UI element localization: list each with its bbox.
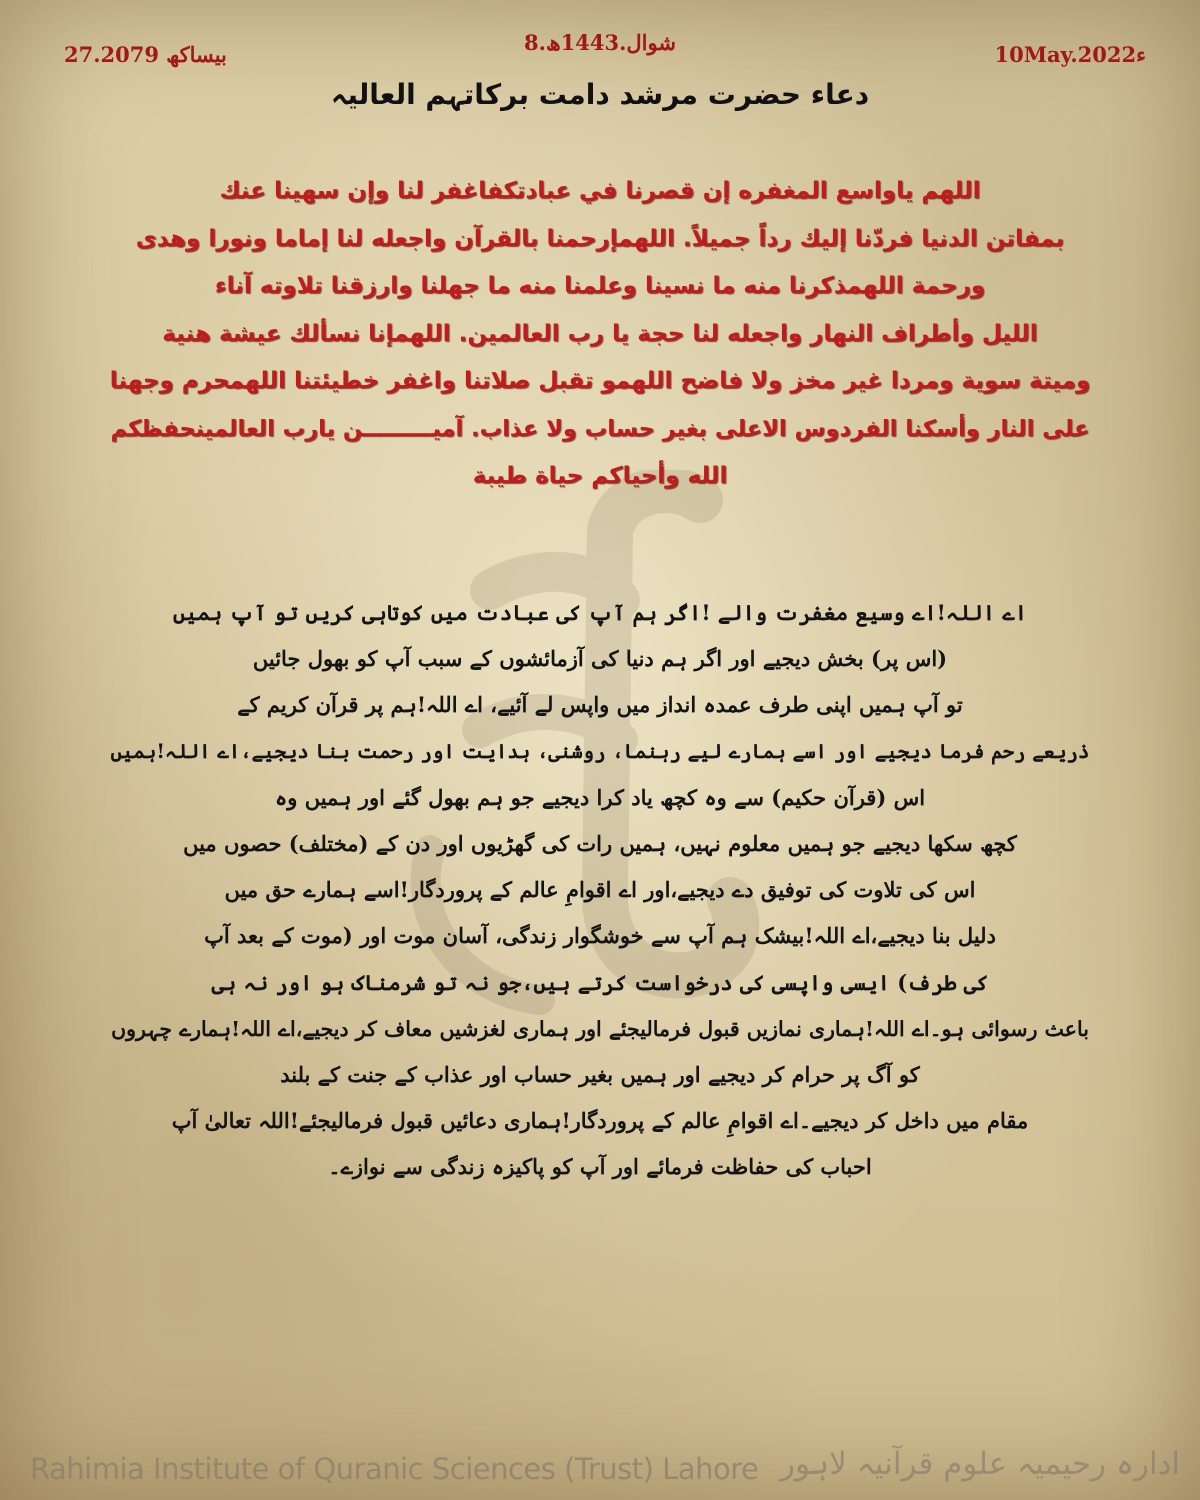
urdu-line: اس کی تلاوت کی توفیق دے دیجیے،اور اے اقوامِ عالم کے پروردگار!اسے ہمارے حق میں — [224, 877, 976, 903]
arabic-dua-block — [100, 168, 1100, 501]
institute-name-urdu: ادارہ رحیمیہ علوم قرآنیہ لاہور — [780, 1446, 1180, 1482]
institute-name-english: Rahimia Institute of Quranic Sciences (Trust) Lahore — [30, 1452, 759, 1486]
urdu-line: کی طرف) ایسی واپسی کی درخواست کرتے ہیں،جو نہ تو شرمناک ہو اور نہ ہی — [211, 969, 989, 995]
footer — [0, 1446, 1200, 1492]
arabic-line: الله وأحياكم حياة طيبة — [472, 463, 728, 489]
urdu-line: کو آگ پر حرام کر دیجیے اور ہمیں بغیر حساب اور عذاب کے جنت کے بلند — [280, 1062, 920, 1088]
arabic-line: وميتة سوية ومردا غير مخز ولا فاضح اللهمو تقبل صلاتنا واغفر خطيئتنا اللهمحرم وجهنا — [109, 368, 1091, 394]
urdu-line: کچھ سکھا دیجیے جو ہمیں معلوم نہیں، ہمیں رات کی گھڑیوں اور دن کے (مختلف) حصوں میں — [183, 831, 1017, 857]
urdu-line: اس (قرآن حکیم) سے وہ کچھ یاد کرا دیجیے جو ہم بھول گئے اور ہمیں وہ — [274, 784, 926, 810]
hijri-date: 8.شوال.1443ھ — [524, 30, 676, 55]
urdu-line: تو آپ ہمیں اپنی طرف عمدہ انداز میں واپس لے آئیے، اے اللہ!ہم پر قرآن کریم کے — [237, 692, 963, 718]
urdu-line: دلیل بنا دیجیے،اے اللہ!بیشک ہم آپ سے خوشگوار زندگی، آسان موت اور (موت کے بعد آپ — [204, 923, 996, 949]
arabic-line: الليل وأطراف النهار واجعله لنا حجة يا رب العالمين. اللهمإنا نسألك عيشة هنية — [162, 320, 1038, 347]
arabic-line: اللهم ياواسع المغفره إن قصرنا في عبادتكفاغفر لنا وإن سهينا عنك — [219, 178, 981, 204]
gregorian-date: 10May.2022ء — [994, 42, 1146, 67]
arabic-line: على النار وأسكنا الفردوس الاعلى بغير حساب ولا عذاب. آميـــــــــن يارب العالمينحفظكم — [110, 415, 1090, 442]
page-title: دعاء حضرت مرشد دامت برکاتہم العالیہ — [330, 78, 870, 111]
urdu-line: (اس پر) بخش دیجیے اور اگر ہم دنیا کی آزمائشوں کے سبب آپ کو بھول جائیں — [252, 646, 948, 672]
urdu-line: باعث رسوائی ہو۔اے اللہ!ہماری نمازیں قبول فرمالیجئے اور ہماری لغزشیں معاف کر دیجیے،اے اللہ!ہمارے چہروں — [111, 1016, 1089, 1041]
urdu-line: احباب کی حفاظت فرمائے اور آپ کو پاکیزہ زندگی سے نوازے۔ — [328, 1154, 872, 1180]
bikrami-date: 27.بیساکھ 2079 — [64, 42, 227, 67]
arabic-line: بمفاتن الدنيا فردّنا إليك رداً جميلاً. اللهمإرحمنا بالقرآن واجعله لنا إماما ونورا وهدى — [135, 225, 1065, 252]
urdu-line: مقام میں داخل کر دیجیے۔اے اقوامِ عالم کے پروردگار!ہماری دعائیں قبول فرمالیجئے!اللہ تعالیٰ آپ — [171, 1108, 1029, 1134]
arabic-line: ورحمة اللهمذكرنا منه ما نسينا وعلمنا منه ما جهلنا وارزقنا تلاوته آناء — [214, 273, 986, 299]
urdu-line: ذریعے رحم فرما دیجیے اور اسے ہمارے لیے رہنما، روشنی، ہدایت اور رحمت بنا دیجیے،اے اللہ!ہمیں — [110, 739, 1090, 763]
urdu-translation-block — [100, 590, 1100, 1191]
urdu-line: اے اللہ!اے وسیع مغفرت والے !اگر ہم آپ کی عبادت میں کوتاہی کریں تو آپ ہمیں — [172, 600, 1028, 625]
